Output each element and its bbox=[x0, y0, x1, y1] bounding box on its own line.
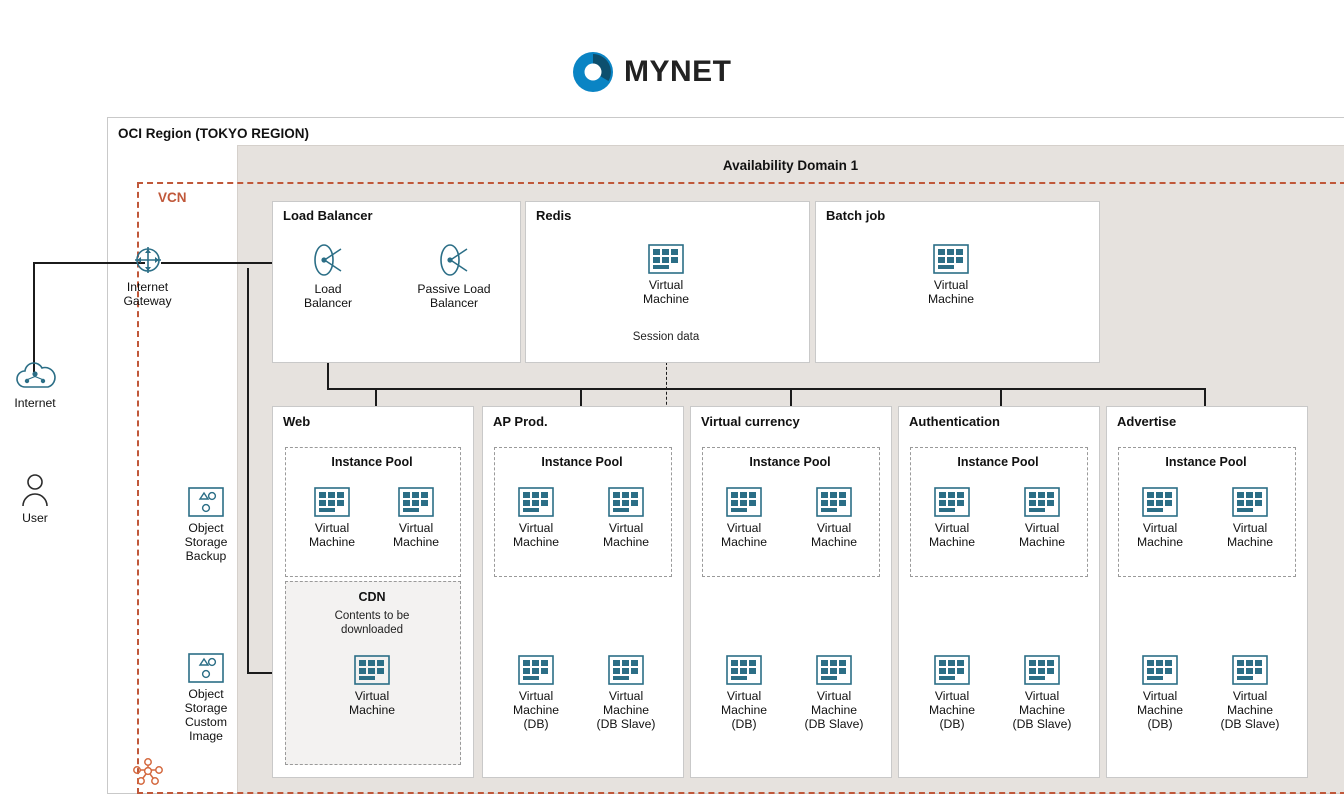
redis-box-title: Redis bbox=[536, 208, 572, 223]
virtual-machine-icon bbox=[1232, 655, 1268, 685]
virtual-currency-db-label-2: Machine bbox=[720, 703, 768, 717]
virtual-currency-db-slave-label-3: (DB Slave) bbox=[804, 717, 864, 731]
batch-job-box-title: Batch job bbox=[826, 208, 886, 223]
availability-domain-title: Availability Domain 1 bbox=[722, 158, 859, 173]
virtual-machine-icon bbox=[816, 655, 852, 685]
virtual-machine-icon bbox=[726, 487, 762, 517]
virtual-currency-db-label-3: (DB) bbox=[731, 717, 757, 731]
internet-gateway-icon bbox=[131, 243, 165, 277]
batch-job-vm-node bbox=[911, 244, 991, 306]
virtual-machine-icon bbox=[1142, 487, 1178, 517]
virtual-currency-vm-1-label-2: Machine bbox=[720, 535, 768, 549]
advertise-db-label-2: Machine bbox=[1136, 703, 1184, 717]
tier-virtual-currency-title: Virtual currency bbox=[701, 414, 800, 429]
advertise-instance-pool-title: Instance Pool bbox=[1165, 455, 1247, 469]
passive-load-balancer-node bbox=[400, 242, 508, 310]
virtual-machine-icon bbox=[314, 487, 350, 517]
redis-vm-label-1: Virtual bbox=[648, 278, 684, 292]
service-connector-icon bbox=[127, 752, 169, 788]
mynet-logo-icon bbox=[572, 51, 614, 93]
line-internet-vertical bbox=[33, 262, 35, 372]
web-vm-1 bbox=[292, 487, 372, 549]
brand-logo bbox=[572, 47, 772, 97]
object-storage-custom-image-label-4: Image bbox=[189, 729, 223, 743]
virtual-currency-vm-2 bbox=[794, 487, 874, 549]
object-storage-custom-image-label-3: Custom bbox=[185, 715, 227, 729]
tier-web-title: Web bbox=[283, 414, 311, 429]
virtual-currency-db-label-1: Virtual bbox=[726, 689, 762, 703]
object-storage-icon bbox=[188, 487, 224, 517]
authentication-instance-pool-title: Instance Pool bbox=[957, 455, 1039, 469]
batch-job-vm-label-1: Virtual bbox=[933, 278, 969, 292]
virtual-machine-icon bbox=[934, 655, 970, 685]
logo-text: MYNET bbox=[624, 55, 732, 88]
object-storage-custom-image-label-2: Storage bbox=[184, 701, 228, 715]
ap-prod-db-slave bbox=[584, 655, 668, 731]
authentication-vm-1-label-1: Virtual bbox=[934, 521, 970, 535]
object-storage-backup-node bbox=[168, 487, 244, 563]
user-node bbox=[5, 473, 65, 525]
session-data-note: Session data bbox=[632, 331, 700, 343]
passive-load-balancer-label-1: Passive Load bbox=[417, 282, 491, 296]
load-balancer-node bbox=[288, 242, 368, 310]
advertise-db-slave-label-2: Machine bbox=[1226, 703, 1274, 717]
authentication-db-slave-label-3: (DB Slave) bbox=[1012, 717, 1072, 731]
ap-prod-vm-1-label-2: Machine bbox=[512, 535, 560, 549]
virtual-currency-db-slave-label-2: Machine bbox=[810, 703, 858, 717]
ap-prod-instance-pool-title: Instance Pool bbox=[541, 455, 623, 469]
authentication-db-slave-label-2: Machine bbox=[1018, 703, 1066, 717]
authentication-db-slave-label-1: Virtual bbox=[1024, 689, 1060, 703]
virtual-currency-db-slave bbox=[792, 655, 876, 731]
virtual-currency-db bbox=[704, 655, 784, 731]
virtual-machine-icon bbox=[648, 244, 684, 274]
ap-prod-db-label-2: Machine bbox=[512, 703, 560, 717]
advertise-vm-1-label-2: Machine bbox=[1136, 535, 1184, 549]
object-storage-backup-label-2: Storage bbox=[184, 535, 228, 549]
cdn-vm-label-1: Virtual bbox=[354, 689, 390, 703]
virtual-machine-icon bbox=[1142, 655, 1178, 685]
web-instance-pool-title: Instance Pool bbox=[331, 455, 413, 469]
virtual-machine-icon bbox=[398, 487, 434, 517]
cdn-vm bbox=[332, 655, 412, 717]
ap-prod-db-label-1: Virtual bbox=[518, 689, 554, 703]
virtual-machine-icon bbox=[726, 655, 762, 685]
ap-prod-db-label-3: (DB) bbox=[523, 717, 549, 731]
load-balancer-label-2: Balancer bbox=[303, 296, 353, 310]
cloud-icon bbox=[13, 360, 57, 394]
object-storage-icon bbox=[188, 653, 224, 683]
ap-prod-db bbox=[496, 655, 576, 731]
advertise-db-label-3: (DB) bbox=[1147, 717, 1173, 731]
ap-prod-vm-1 bbox=[496, 487, 576, 549]
web-vm-1-label-1: Virtual bbox=[314, 521, 350, 535]
object-storage-backup-label-1: Object bbox=[188, 521, 224, 535]
tier-ap-prod-title: AP Prod. bbox=[493, 414, 548, 429]
batch-job-vm-label-2: Machine bbox=[927, 292, 975, 306]
web-vm-2 bbox=[376, 487, 456, 549]
authentication-vm-2-label-2: Machine bbox=[1018, 535, 1066, 549]
advertise-db-slave-label-1: Virtual bbox=[1232, 689, 1268, 703]
virtual-machine-icon bbox=[1232, 487, 1268, 517]
web-vm-1-label-2: Machine bbox=[308, 535, 356, 549]
internet-node bbox=[5, 360, 65, 410]
authentication-db-label-3: (DB) bbox=[939, 717, 965, 731]
oci-region-title: OCI Region (TOKYO REGION) bbox=[118, 126, 310, 141]
cdn-note-2: downloaded bbox=[340, 624, 404, 636]
advertise-vm-1-label-1: Virtual bbox=[1142, 521, 1178, 535]
virtual-machine-icon bbox=[608, 655, 644, 685]
internet-label: Internet bbox=[14, 396, 56, 410]
object-storage-custom-image-label-1: Object bbox=[188, 687, 224, 701]
virtual-machine-icon bbox=[934, 487, 970, 517]
virtual-machine-icon bbox=[933, 244, 969, 274]
ap-prod-db-slave-label-1: Virtual bbox=[608, 689, 644, 703]
internet-gateway-node bbox=[110, 243, 185, 308]
load-balancer-label-1: Load bbox=[314, 282, 342, 296]
virtual-currency-vm-1 bbox=[704, 487, 784, 549]
virtual-currency-db-slave-label-1: Virtual bbox=[816, 689, 852, 703]
tier-advertise-title: Advertise bbox=[1117, 414, 1177, 429]
advertise-db bbox=[1120, 655, 1200, 731]
authentication-db-label-1: Virtual bbox=[934, 689, 970, 703]
ap-prod-vm-1-label-1: Virtual bbox=[518, 521, 554, 535]
virtual-machine-icon bbox=[1024, 655, 1060, 685]
ap-prod-db-slave-label-3: (DB Slave) bbox=[596, 717, 656, 731]
cdn-note-1: Contents to be bbox=[334, 610, 410, 622]
advertise-vm-2-label-1: Virtual bbox=[1232, 521, 1268, 535]
cdn-vm-label-2: Machine bbox=[348, 703, 396, 717]
load-balancer-icon bbox=[433, 242, 475, 278]
authentication-db bbox=[912, 655, 992, 731]
virtual-machine-icon bbox=[608, 487, 644, 517]
object-storage-backup-label-3: Backup bbox=[185, 549, 227, 563]
authentication-vm-2-label-1: Virtual bbox=[1024, 521, 1060, 535]
advertise-db-slave bbox=[1208, 655, 1292, 731]
object-storage-custom-image-node bbox=[168, 653, 244, 743]
web-vm-2-label-2: Machine bbox=[392, 535, 440, 549]
virtual-machine-icon bbox=[816, 487, 852, 517]
passive-load-balancer-label-2: Balancer bbox=[429, 296, 479, 310]
authentication-db-label-2: Machine bbox=[928, 703, 976, 717]
ap-prod-vm-2-label-1: Virtual bbox=[608, 521, 644, 535]
advertise-db-label-1: Virtual bbox=[1142, 689, 1178, 703]
ap-prod-vm-2-label-2: Machine bbox=[602, 535, 650, 549]
virtual-currency-vm-2-label-1: Virtual bbox=[816, 521, 852, 535]
vcn-label: VCN bbox=[158, 190, 187, 205]
authentication-vm-1 bbox=[912, 487, 992, 549]
authentication-vm-1-label-2: Machine bbox=[928, 535, 976, 549]
advertise-db-slave-label-3: (DB Slave) bbox=[1220, 717, 1280, 731]
virtual-machine-icon bbox=[354, 655, 390, 685]
distribution-bus bbox=[327, 388, 1204, 390]
advertise-vm-1 bbox=[1120, 487, 1200, 549]
virtual-currency-vm-2-label-2: Machine bbox=[810, 535, 858, 549]
load-balancer-box-title: Load Balancer bbox=[283, 208, 373, 223]
virtual-machine-icon bbox=[518, 487, 554, 517]
internet-gateway-label-1: Internet bbox=[126, 280, 169, 294]
cdn-title: CDN bbox=[358, 590, 386, 604]
ap-prod-db-slave-label-2: Machine bbox=[602, 703, 650, 717]
load-balancer-icon bbox=[307, 242, 349, 278]
virtual-machine-icon bbox=[518, 655, 554, 685]
internet-gateway-label-2: Gateway bbox=[123, 294, 172, 308]
authentication-db-slave bbox=[1000, 655, 1084, 731]
user-label: User bbox=[22, 511, 48, 525]
redis-vm-node bbox=[626, 244, 706, 306]
web-vm-2-label-1: Virtual bbox=[398, 521, 434, 535]
line-gateway-down bbox=[247, 268, 249, 672]
ap-prod-vm-2 bbox=[586, 487, 666, 549]
redis-vm-label-2: Machine bbox=[642, 292, 690, 306]
virtual-machine-icon bbox=[1024, 487, 1060, 517]
advertise-vm-2 bbox=[1210, 487, 1290, 549]
authentication-vm-2 bbox=[1002, 487, 1082, 549]
advertise-vm-2-label-2: Machine bbox=[1226, 535, 1274, 549]
tier-authentication-title: Authentication bbox=[909, 414, 1000, 429]
user-icon bbox=[20, 473, 50, 509]
virtual-currency-instance-pool-title: Instance Pool bbox=[749, 455, 831, 469]
virtual-currency-vm-1-label-1: Virtual bbox=[726, 521, 762, 535]
